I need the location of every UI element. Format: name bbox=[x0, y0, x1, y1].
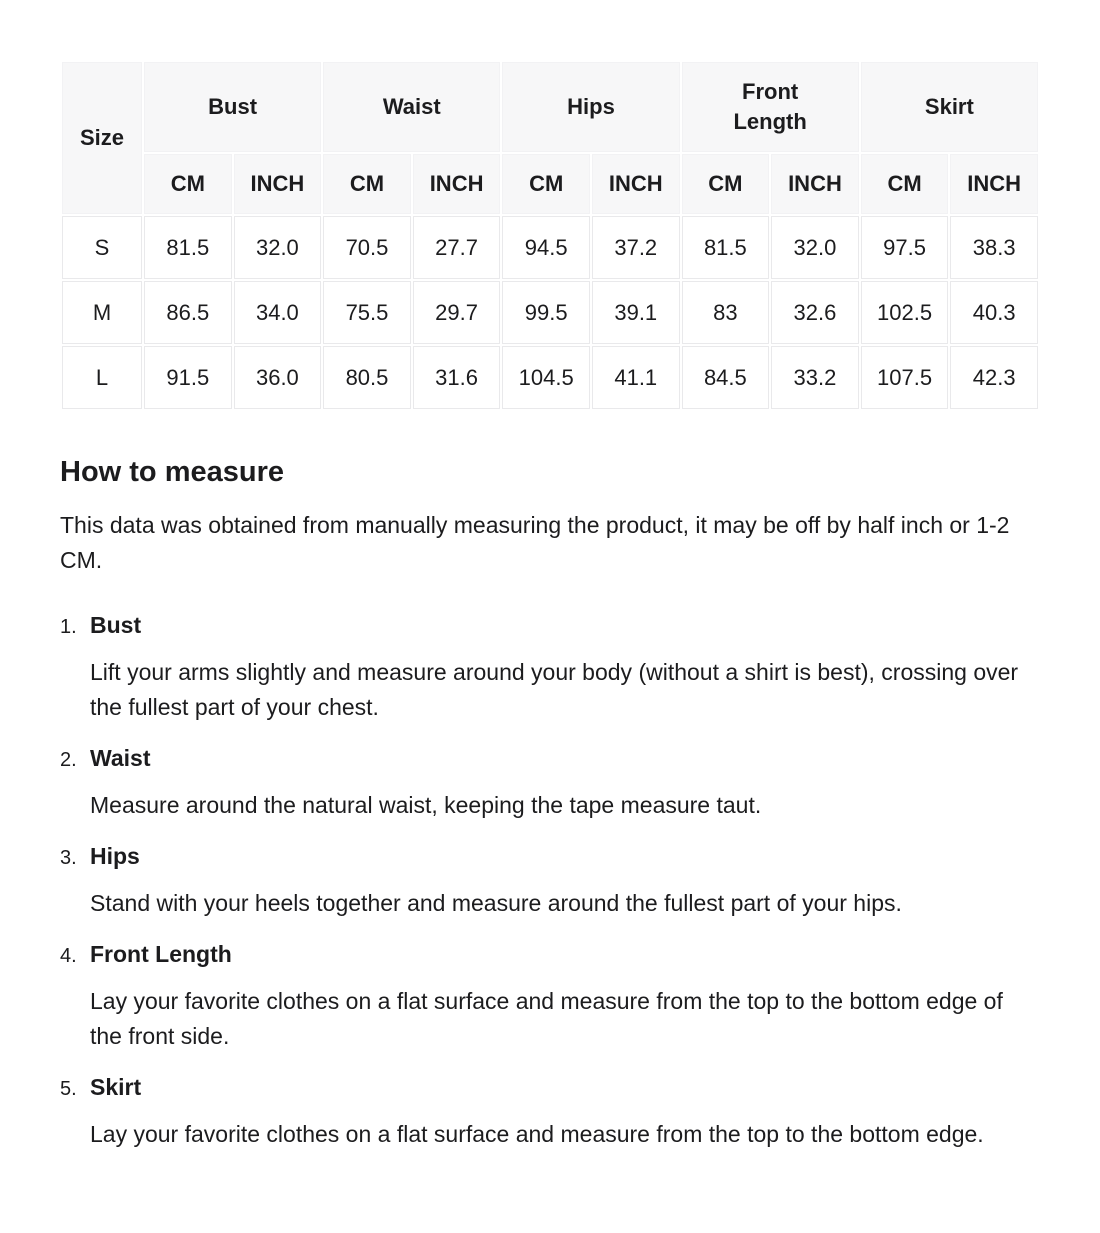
group-header-row bbox=[62, 62, 1038, 152]
step-heading bbox=[60, 937, 1040, 974]
group-header-front-length bbox=[682, 62, 859, 152]
group-header-skirt bbox=[861, 62, 1038, 152]
measure-steps-list bbox=[60, 608, 1040, 1152]
size-column-header: Size bbox=[62, 62, 142, 214]
step-term: Front Length bbox=[90, 941, 232, 967]
data-cell: 38.3 bbox=[950, 216, 1038, 279]
unit-header-cell: INCH bbox=[592, 154, 680, 214]
size-chart-header bbox=[62, 62, 1038, 214]
step-number: 1. bbox=[60, 616, 77, 638]
data-cell: 80.5 bbox=[323, 346, 411, 409]
step-term: Hips bbox=[90, 843, 140, 869]
data-cell: 81.5 bbox=[682, 216, 770, 279]
measure-disclaimer-text: This data was obtained from manually measuring the product, it may be off by half inch or 1-2 CM. bbox=[60, 512, 1010, 573]
unit-header-cell: CM bbox=[144, 154, 232, 214]
table-row-m bbox=[62, 281, 1038, 344]
step-heading bbox=[60, 608, 1040, 645]
step-description: Lift your arms slightly and measure around your body (without a shirt is best), crossing over the fullest part of your chest. bbox=[90, 659, 1019, 720]
list-item-front-length bbox=[60, 937, 1040, 1054]
list-item-hips bbox=[60, 839, 1040, 921]
step-description: Lay your favorite clothes on a flat surface and measure from the top to the bottom edge of the front side. bbox=[90, 988, 1003, 1049]
size-chart-body bbox=[62, 216, 1038, 409]
list-item-skirt bbox=[60, 1070, 1040, 1152]
step-heading bbox=[60, 741, 1040, 778]
unit-header-cell: CM bbox=[861, 154, 949, 214]
group-header-waist-label: Waist bbox=[382, 94, 441, 119]
step-heading bbox=[60, 839, 1040, 876]
data-cell: 102.5 bbox=[861, 281, 949, 344]
data-cell: 86.5 bbox=[144, 281, 232, 344]
step-term: Bust bbox=[90, 612, 142, 638]
group-header-bust-label: Bust bbox=[208, 94, 258, 119]
data-cell: 32.6 bbox=[771, 281, 859, 344]
list-item-bust bbox=[60, 608, 1040, 725]
data-cell: 70.5 bbox=[323, 216, 411, 279]
data-cell: 29.7 bbox=[413, 281, 501, 344]
group-header-front-length-label: Front Length bbox=[733, 79, 807, 134]
data-cell: 99.5 bbox=[502, 281, 590, 344]
unit-header-cell: CM bbox=[502, 154, 590, 214]
step-number: 4. bbox=[60, 945, 77, 967]
data-cell: 34.0 bbox=[234, 281, 322, 344]
list-item-waist bbox=[60, 741, 1040, 823]
data-cell: 33.2 bbox=[771, 346, 859, 409]
data-cell: 39.1 bbox=[592, 281, 680, 344]
unit-header-cell: INCH bbox=[950, 154, 1038, 214]
group-header-bust bbox=[144, 62, 321, 152]
step-number: 5. bbox=[60, 1078, 77, 1100]
data-cell: 37.2 bbox=[592, 216, 680, 279]
size-chart-table bbox=[60, 60, 1040, 411]
data-cell: 97.5 bbox=[861, 216, 949, 279]
unit-header-cell: INCH bbox=[771, 154, 859, 214]
step-description: Lay your favorite clothes on a flat surface and measure from the top to the bottom edge. bbox=[90, 1121, 984, 1147]
data-cell: 36.0 bbox=[234, 346, 322, 409]
data-cell: 40.3 bbox=[950, 281, 1038, 344]
step-term: Waist bbox=[90, 745, 151, 771]
data-cell: 42.3 bbox=[950, 346, 1038, 409]
step-number: 3. bbox=[60, 847, 77, 869]
step-description: Measure around the natural waist, keeping the tape measure taut. bbox=[90, 792, 762, 818]
step-term: Skirt bbox=[90, 1074, 142, 1100]
step-description: Stand with your heels together and measure around the fullest part of your hips. bbox=[90, 890, 902, 916]
unit-header-cell: CM bbox=[323, 154, 411, 214]
data-cell: 91.5 bbox=[144, 346, 232, 409]
data-cell: 75.5 bbox=[323, 281, 411, 344]
data-cell: 81.5 bbox=[144, 216, 232, 279]
data-cell: 83 bbox=[682, 281, 770, 344]
step-number: 2. bbox=[60, 749, 77, 771]
table-row-s bbox=[62, 216, 1038, 279]
how-to-measure-heading: How to measure bbox=[60, 456, 284, 488]
step-heading bbox=[60, 1070, 1040, 1107]
data-cell: 41.1 bbox=[592, 346, 680, 409]
data-cell: 104.5 bbox=[502, 346, 590, 409]
group-header-skirt-label: Skirt bbox=[924, 94, 974, 119]
data-cell: 27.7 bbox=[413, 216, 501, 279]
data-cell: 32.0 bbox=[234, 216, 322, 279]
group-header-waist bbox=[323, 62, 500, 152]
data-cell: 84.5 bbox=[682, 346, 770, 409]
unit-header-cell: INCH bbox=[413, 154, 501, 214]
data-cell: 32.0 bbox=[771, 216, 859, 279]
unit-header-row bbox=[62, 154, 1038, 214]
group-header-hips-label: Hips bbox=[567, 94, 615, 119]
data-cell: 94.5 bbox=[502, 216, 590, 279]
data-cell: 107.5 bbox=[861, 346, 949, 409]
unit-header-cell: CM bbox=[682, 154, 770, 214]
size-cell: L bbox=[62, 346, 142, 409]
unit-header-cell: INCH bbox=[234, 154, 322, 214]
group-header-hips bbox=[502, 62, 679, 152]
size-cell: S bbox=[62, 216, 142, 279]
size-cell: M bbox=[62, 281, 142, 344]
data-cell: 31.6 bbox=[413, 346, 501, 409]
table-row-l bbox=[62, 346, 1038, 409]
